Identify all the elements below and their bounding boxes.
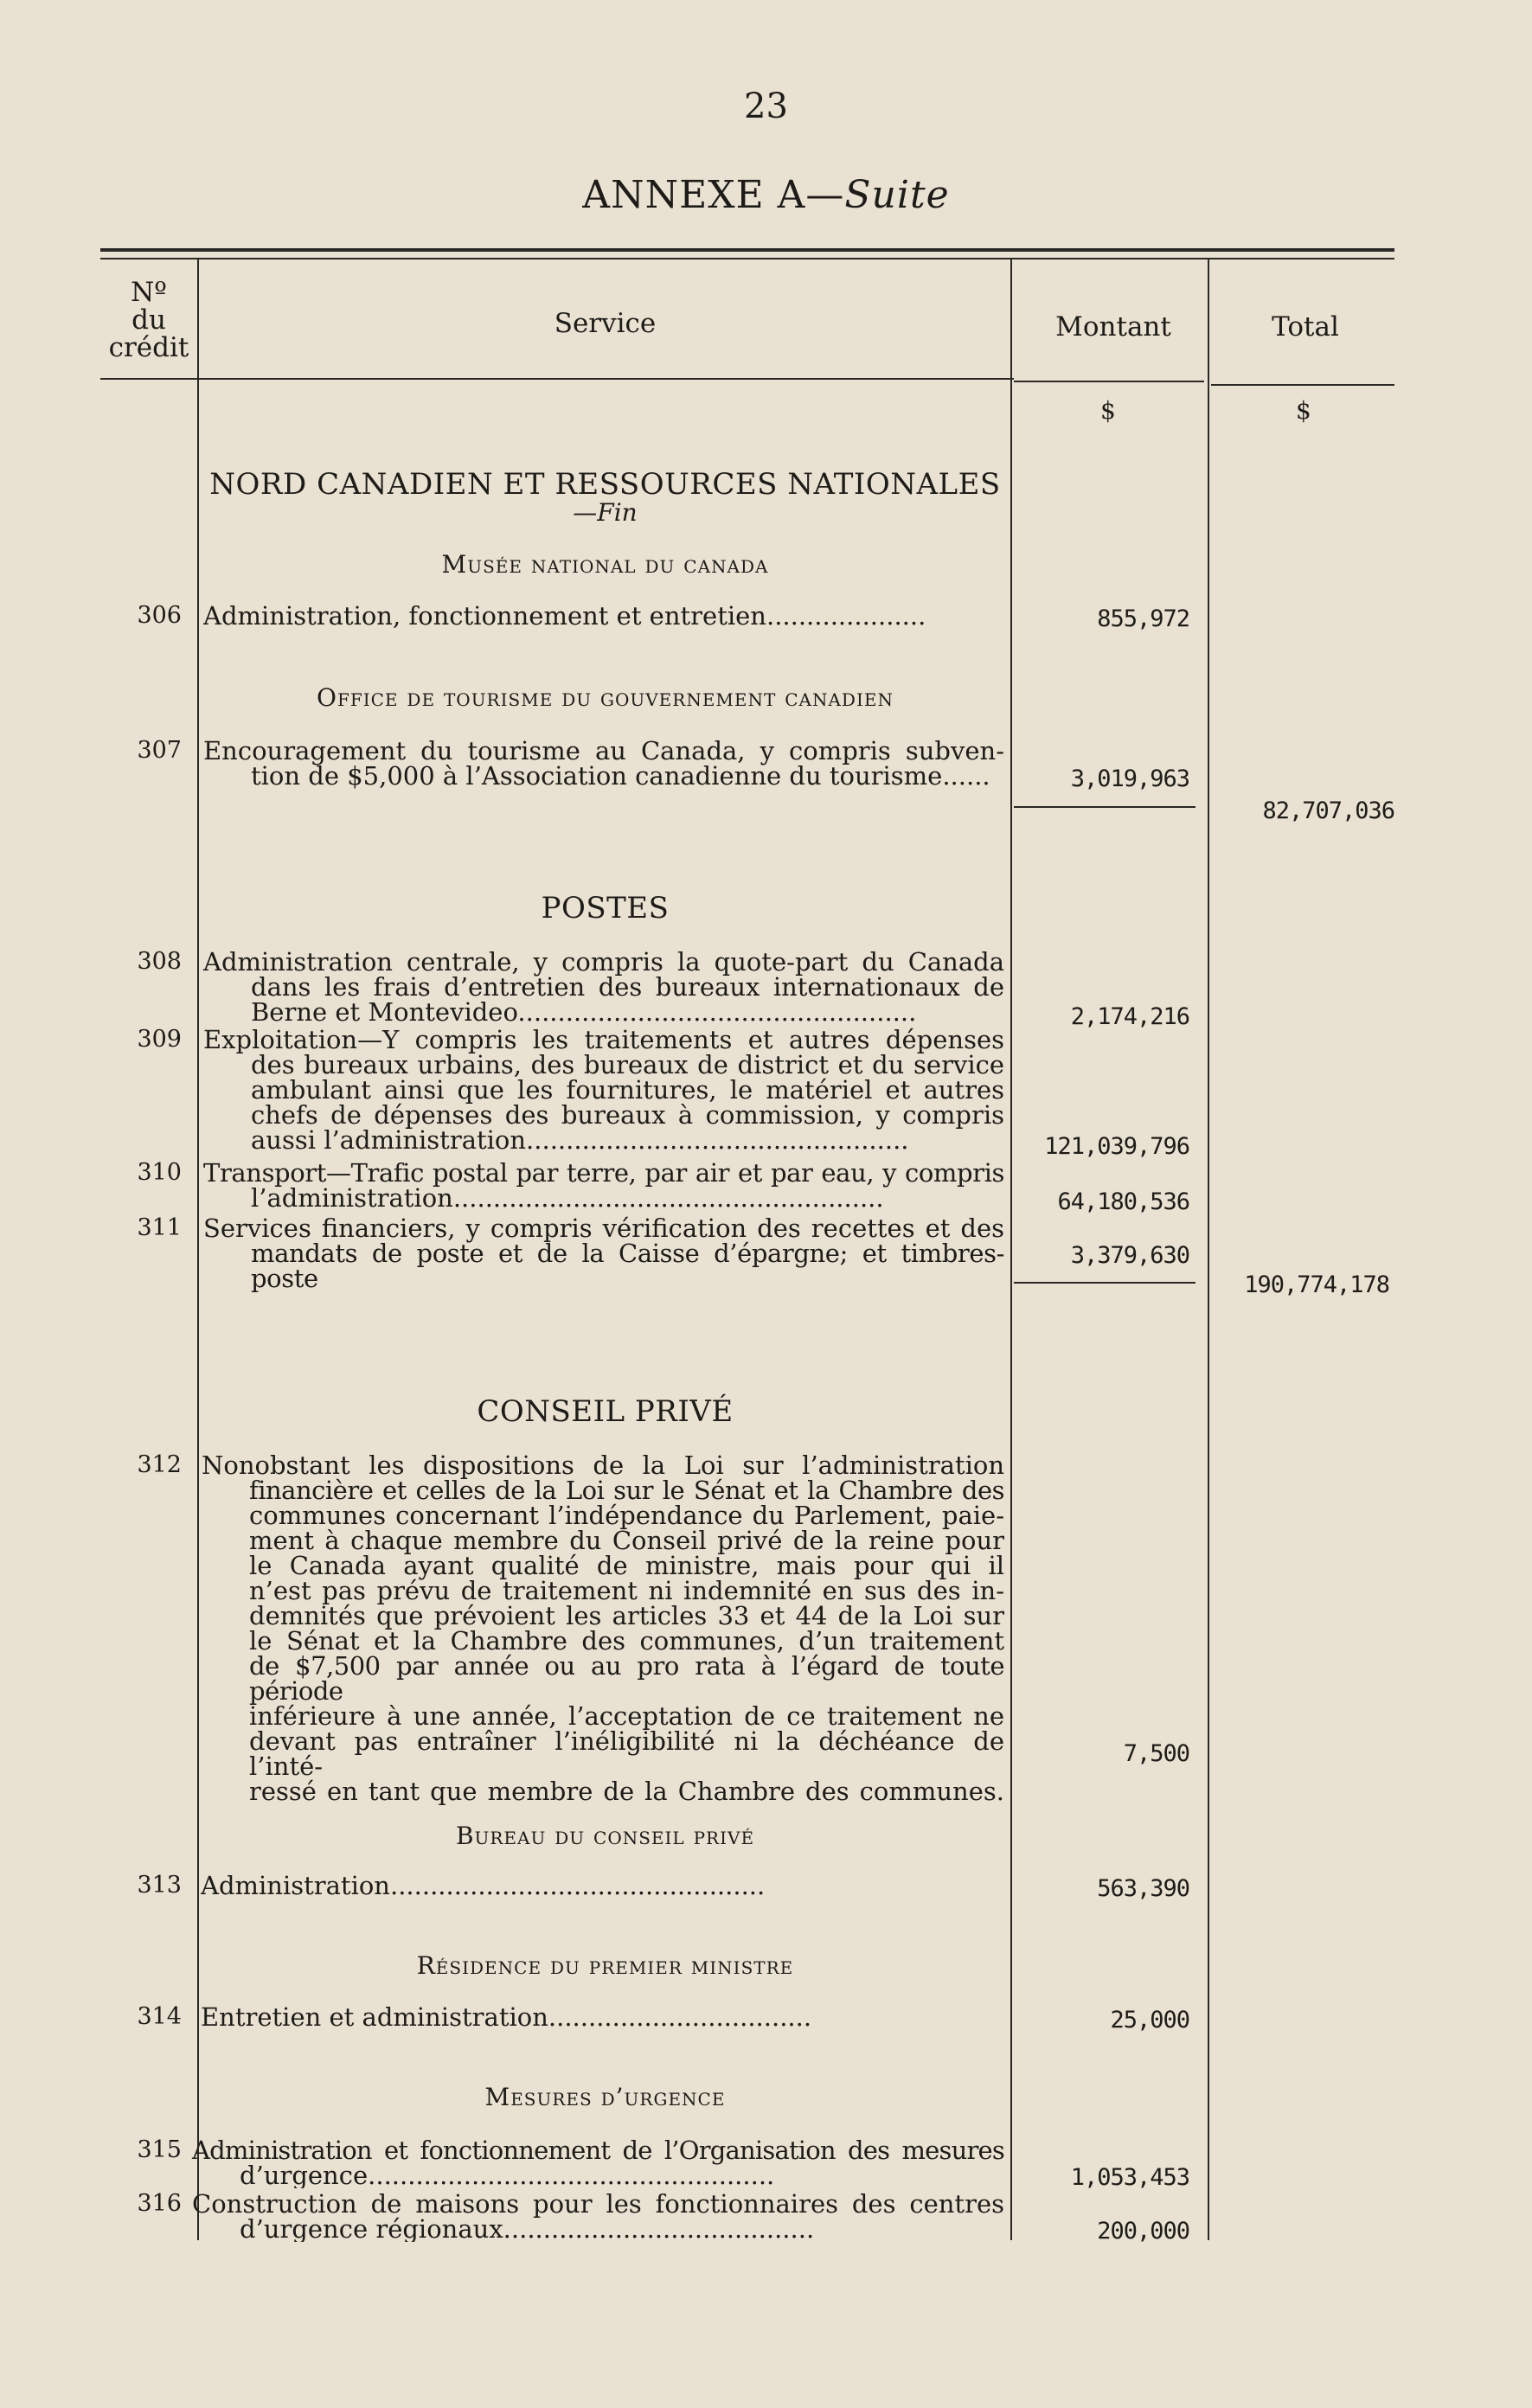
- title-main: ANNEXE A—: [582, 173, 845, 217]
- column-rule-service: [1010, 259, 1012, 2240]
- service-315: [192, 2138, 1004, 2188]
- service-313: Administration...............................................: [201, 1873, 766, 1899]
- header-rule-left: [100, 378, 1014, 380]
- service-308-line3: Berne et Montevideo..................................................: [251, 1000, 917, 1025]
- amount-313: 563,390: [1097, 1875, 1189, 1902]
- subsection-musee: Musée national du canada: [441, 550, 769, 579]
- currency-total: $: [1296, 396, 1311, 425]
- service-310: [203, 1158, 1004, 1211]
- amount-316: 200,000: [1097, 2218, 1189, 2245]
- service-309-line4: chefs de dépenses des bureaux à commission, y compris: [251, 1100, 1004, 1130]
- service-306: Administration, fonctionnement et entretien....................: [203, 604, 926, 629]
- header-credit-line1: Nº: [131, 277, 167, 308]
- service-316-line1: Construction de maisons pour les fonctionnaires des centres: [192, 2189, 1004, 2219]
- service-311: [203, 1216, 1004, 1291]
- service-316-line2: d’urgence régionaux.......................................: [240, 2217, 815, 2242]
- service-312-line3: communes concernant l’indépendance du Parlement, paie-: [249, 1501, 1004, 1530]
- credit-309: 309: [137, 1026, 182, 1053]
- subsection-residence: Résidence du premier ministre: [416, 1951, 794, 1980]
- service-308-line1: Administration centrale, y compris la quote-part du Canada: [203, 947, 1004, 977]
- service-312-line6: n’est pas prévu de traitement ni indemnité en sus des in-: [249, 1576, 1004, 1605]
- header-credit-line3: crédit: [108, 332, 189, 363]
- service-314: Entretien et administration.................................: [201, 2005, 812, 2030]
- credit-315: 315: [137, 2136, 182, 2163]
- amount-312: 7,500: [1123, 1740, 1189, 1767]
- subtotal-rule-postes: [1014, 1282, 1195, 1284]
- amount-311: 3,379,630: [1070, 1242, 1189, 1269]
- service-312-line12: ressé en tant que membre de la Chambre des communes.: [249, 1777, 1004, 1806]
- header-total: Total: [1272, 311, 1339, 343]
- service-312: [202, 1453, 1004, 1804]
- page-title: [0, 173, 1532, 217]
- top-rule-thin: [100, 258, 1394, 259]
- credit-311: 311: [137, 1214, 182, 1241]
- service-315-line2: d’urgence...................................................: [240, 2163, 775, 2188]
- service-309-line3: ambulant ainsi que les fournitures, le matériel et autres: [251, 1075, 1004, 1105]
- service-312-line9: de $7,500 par année ou au pro rata à l’égard de toute période: [249, 1651, 1004, 1706]
- service-311-line1: Services financiers, y compris vérification des recettes et des: [203, 1214, 1004, 1243]
- credit-306: 306: [137, 602, 182, 629]
- service-316: [192, 2189, 1004, 2242]
- header-montant: Montant: [1055, 311, 1171, 343]
- credit-310: 310: [137, 1159, 182, 1186]
- service-309-line1: Exploitation—Y compris les traitements et autres dépenses: [203, 1025, 1004, 1054]
- service-312-line1: Nonobstant les dispositions de la Loi sur l’administration: [202, 1451, 1004, 1480]
- service-309: [203, 1025, 1004, 1153]
- service-312-line11: devant pas entraîner l’inéligibilité ni la déchéance de l’inté-: [249, 1726, 1004, 1781]
- page-number: 23: [744, 86, 788, 126]
- credit-314: 314: [137, 2003, 182, 2030]
- section-heading-nord: NORD CANADIEN ET RESSOURCES NATIONALES: [209, 467, 1001, 502]
- header-credit: [97, 279, 201, 362]
- service-311-line2: mandats de poste et de la Caisse d’épargne; et timbres-poste: [251, 1239, 1004, 1293]
- credit-313: 313: [137, 1872, 182, 1899]
- amount-308: 2,174,216: [1070, 1003, 1189, 1030]
- header-service: Service: [554, 308, 657, 339]
- service-307-line1: Encouragement du tourisme au Canada, y compris subven-: [203, 736, 1004, 765]
- total-postes: 190,774,178: [1244, 1271, 1389, 1298]
- amount-314: 25,000: [1110, 2007, 1189, 2033]
- subsection-mesures: Mesures d’urgence: [484, 2083, 726, 2111]
- subtotal-rule-nord: [1014, 806, 1195, 808]
- credit-308: 308: [137, 948, 182, 975]
- currency-montant: $: [1100, 396, 1116, 425]
- header-credit-line2: du: [131, 304, 166, 336]
- header-rule-total: [1211, 384, 1394, 386]
- total-nord: 82,707,036: [1262, 797, 1394, 824]
- amount-309: 121,039,796: [1044, 1133, 1189, 1160]
- amount-307: 3,019,963: [1070, 765, 1189, 792]
- service-315-line1: Administration et fonctionnement de l’Organisation des mesures: [192, 2136, 1004, 2165]
- service-308: [203, 947, 1004, 1025]
- column-rule-montant: [1208, 259, 1209, 2240]
- section-heading-conseil: CONSEIL PRIVÉ: [477, 1394, 734, 1429]
- section-heading-postes: POSTES: [541, 891, 670, 925]
- credit-307: 307: [137, 737, 182, 764]
- service-312-line2: financière et celles de la Loi sur le Sénat et la Chambre des: [249, 1476, 1004, 1505]
- section-subheading-fin: —Fin: [573, 498, 638, 527]
- service-310-line1: Transport—Trafic postal par terre, par air et par eau, y compris: [203, 1158, 1004, 1188]
- service-312-line10: inférieure à une année, l’acceptation de ce traitement ne: [249, 1701, 1004, 1731]
- header-rule-montant: [1014, 381, 1204, 382]
- credit-316: 316: [137, 2190, 182, 2217]
- amount-315: 1,053,453: [1070, 2164, 1189, 2191]
- service-309-line5: aussi l’administration................................................: [251, 1128, 909, 1153]
- service-312-line5: le Canada ayant qualité de ministre, mais pour qui il: [249, 1551, 1004, 1580]
- subsection-bureau: Bureau du conseil privé: [455, 1822, 755, 1850]
- service-312-line4: ment à chaque membre du Conseil privé de la reine pour: [249, 1526, 1004, 1555]
- service-307-line2: tion de $5,000 à l’Association canadienne du tourisme......: [251, 764, 990, 789]
- credit-312: 312: [137, 1451, 182, 1478]
- service-312-line8: le Sénat et la Chambre des communes, d’un traitement: [249, 1626, 1004, 1656]
- amount-306: 855,972: [1097, 605, 1189, 632]
- service-312-line7: demnités que prévoient les articles 33 et 44 de la Loi sur: [249, 1601, 1004, 1630]
- column-rule-credit: [197, 259, 199, 2240]
- service-308-line2: dans les frais d’entretien des bureaux internationaux de: [251, 972, 1004, 1002]
- service-309-line2: des bureaux urbains, des bureaux de district et du service: [251, 1050, 1004, 1079]
- title-suite: Suite: [844, 173, 950, 217]
- amount-310: 64,180,536: [1057, 1188, 1189, 1215]
- top-rule-thick: [100, 248, 1394, 252]
- subsection-tourisme: Office de tourisme du gouvernement canadien: [317, 683, 894, 712]
- service-310-line2: l’administration......................................................: [251, 1186, 884, 1211]
- service-307: [203, 736, 1004, 789]
